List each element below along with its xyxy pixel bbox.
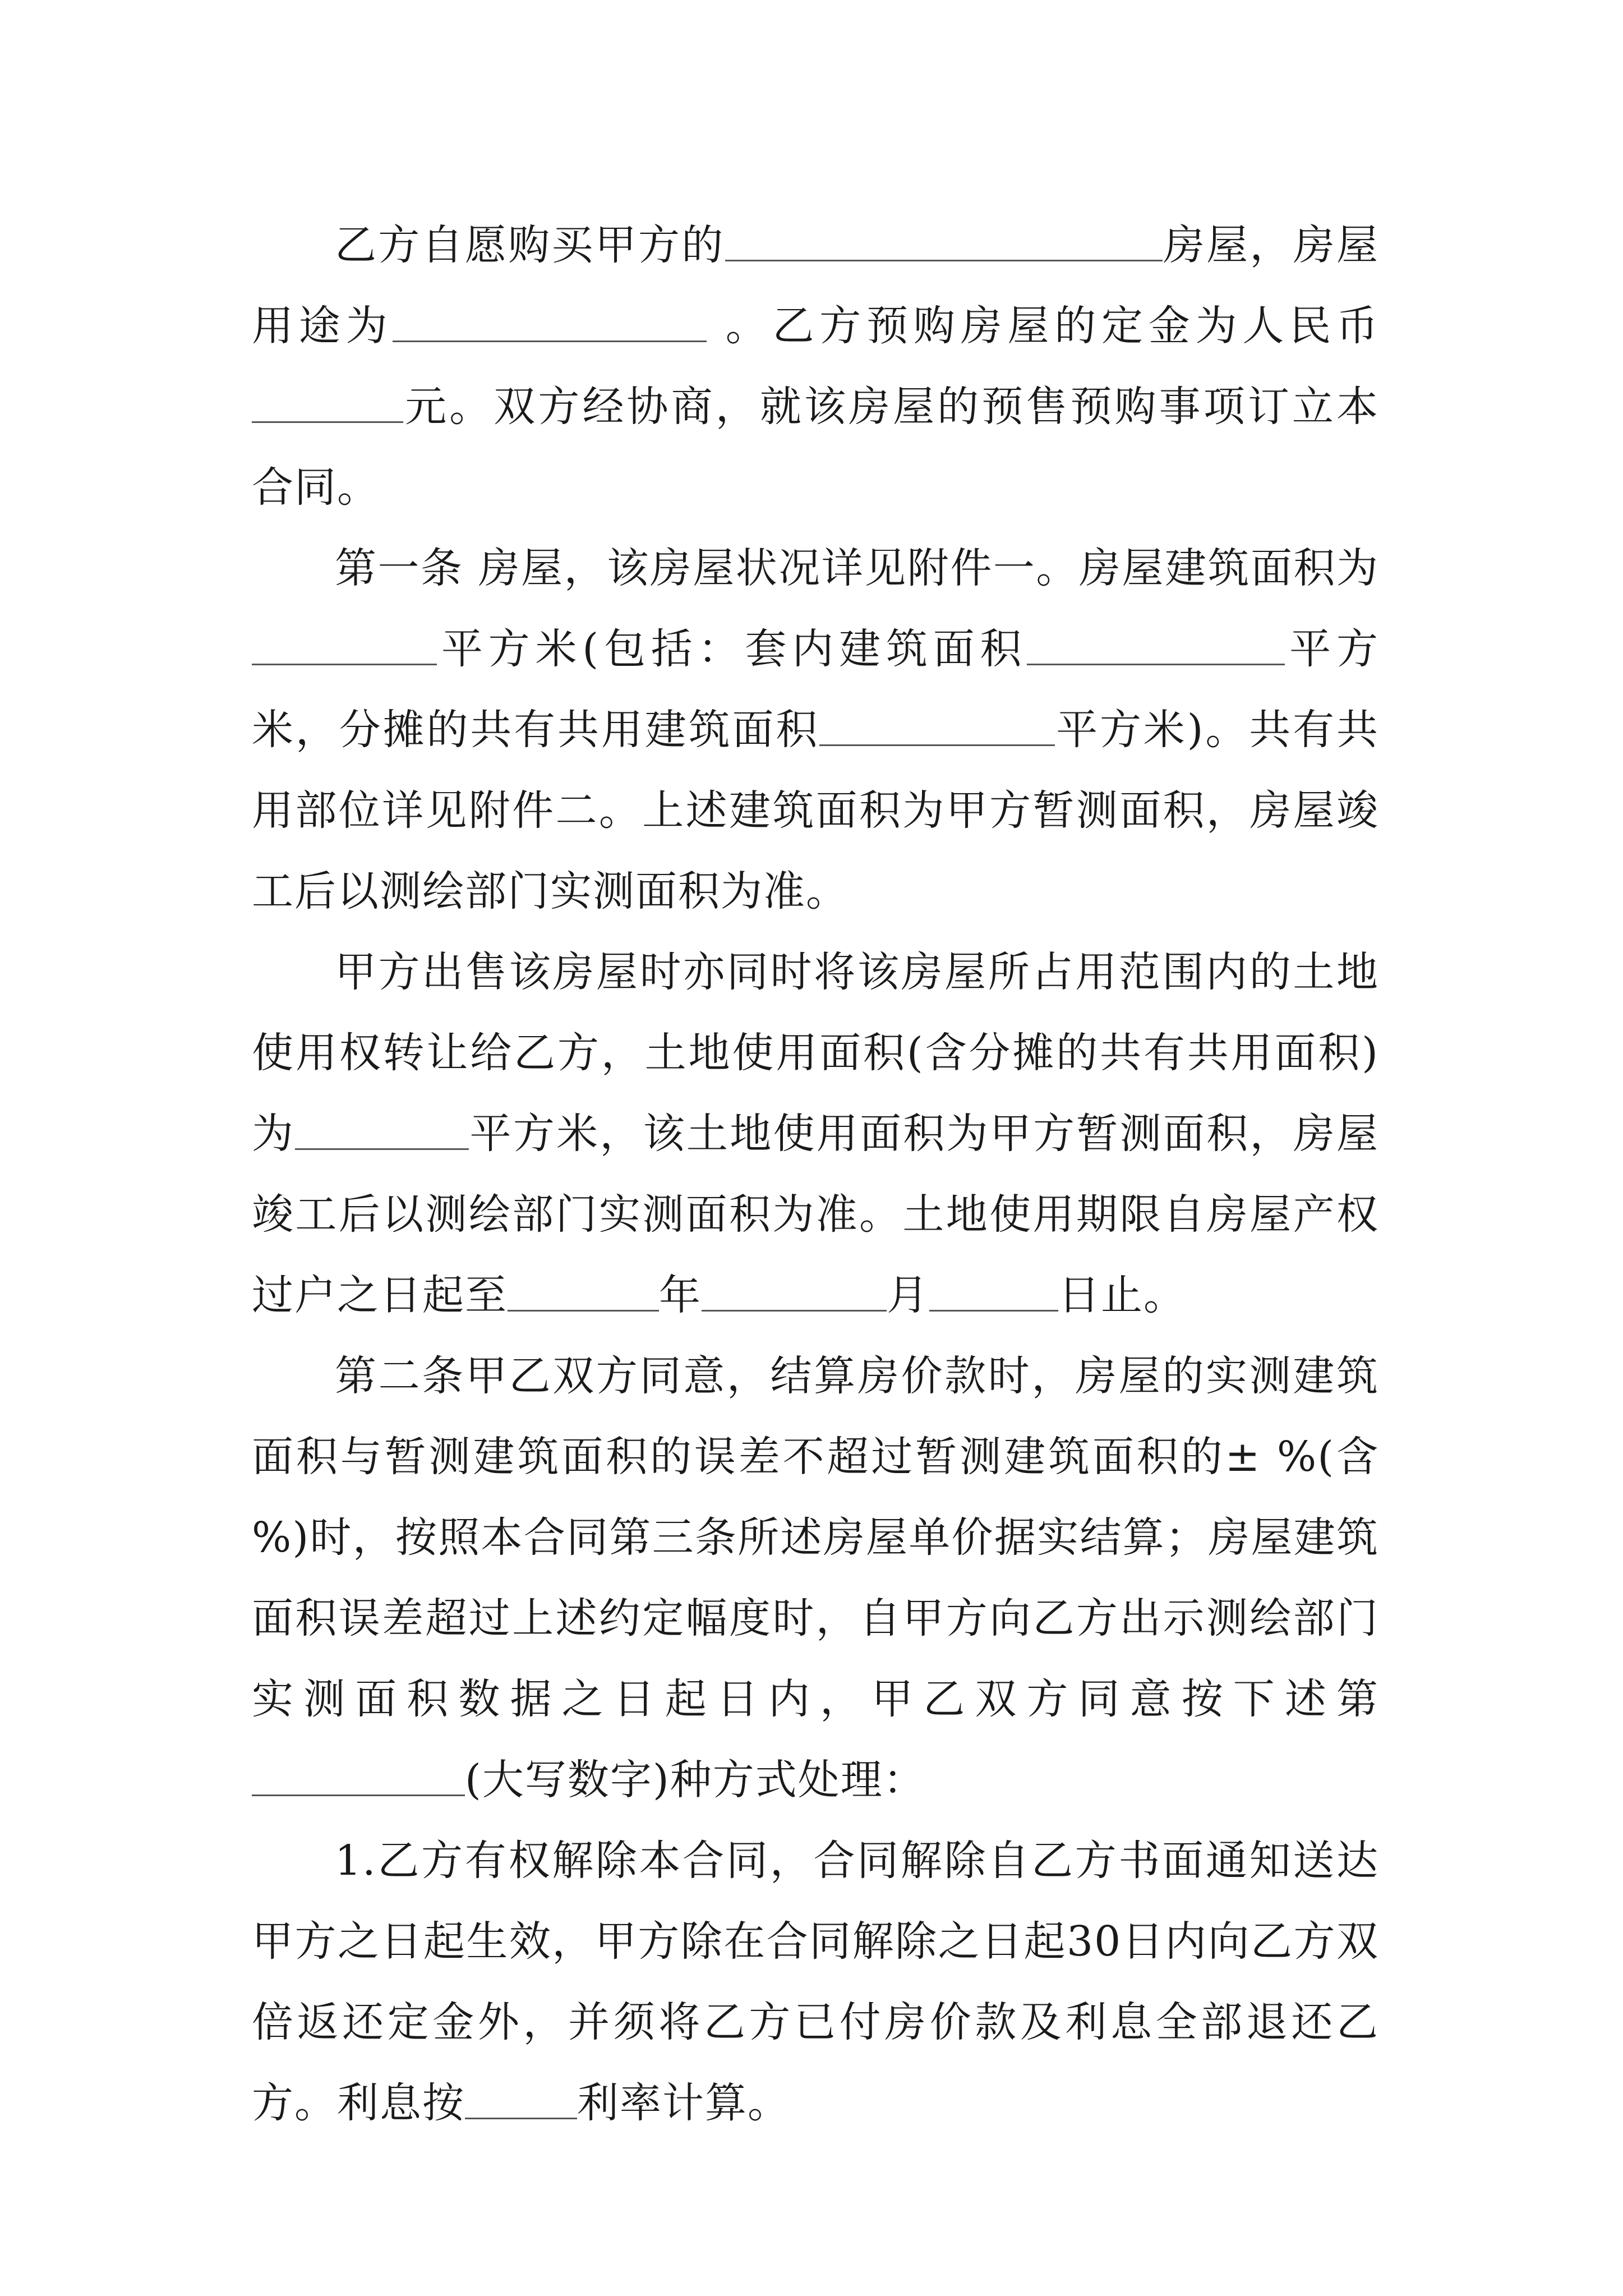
fill-in-blank[interactable] [819, 705, 1055, 746]
paragraph-text: 房屋，房屋用途为 [252, 221, 1380, 350]
fill-in-blank[interactable] [295, 1108, 469, 1149]
paragraph-text: 月 [887, 1271, 929, 1319]
paragraph-text: 平方米)。共有共用部位详见附件二。上述建筑面积为甲方暂测面积，房屋竣工后以测绘部门实测面积为准。 [252, 706, 1379, 915]
fill-in-blank[interactable] [252, 381, 403, 422]
fill-in-blank[interactable] [465, 2078, 577, 2119]
paragraph-text: 平方米，该土地使用面积为甲方暂测面积，房屋竣工后以测绘部门实测面积为准。土地使用期限自房屋产权过户之日起至 [252, 1110, 1380, 1319]
paragraph-text: 利率计算。 [577, 2079, 790, 2127]
fill-in-blank[interactable] [1027, 624, 1285, 665]
paragraph-text: 。乙方预购房屋的定金为人民币 [707, 302, 1380, 350]
paragraph-text: 平方米，分摊的共有共用建筑面积 [252, 625, 1379, 754]
paragraph-text: 甲方出售该房屋时亦同时将该房屋所占用范围内的土地使用权转让给乙方，土地使用面积(含分摊的共有共用面积)为 [252, 948, 1379, 1158]
contract-paragraph [252, 1820, 1379, 2143]
fill-in-blank[interactable] [929, 1270, 1058, 1311]
fill-in-blank[interactable] [702, 1270, 887, 1311]
paragraph-text: 1.乙方有权解除本合同，合同解除自乙方书面通知送达甲方之日起生效，甲方除在合同解除之日起30日内向乙方双倍返还定金外，并须将乙方已付房价款及利息全部退还乙方。利息按 [252, 1837, 1379, 2127]
contract-body [252, 205, 1379, 2143]
paragraph-text: 第二条甲乙双方同意，结算房价款时，房屋的实测建筑面积与暂测建筑面积的误差不超过暂测建筑面积的± %(含 %)时，按照本合同第三条所述房屋单价据实结算；房屋建筑面积误差超过上述约定幅度时，自甲方向乙方出示测绘部门实测面积数据之日起日内，甲乙双方同意按下述第 [252, 1352, 1379, 1723]
paragraph-text: 年 [659, 1271, 702, 1319]
paragraph-text: 日止。 [1058, 1271, 1186, 1319]
fill-in-blank[interactable] [252, 1755, 465, 1796]
contract-paragraph [252, 1336, 1379, 1820]
paragraph-text: 元。双方经协商，就该房屋的预售预购事项订立本合同。 [252, 383, 1379, 512]
paragraph-text: 第一条 房屋，该房屋状况详见附件一。房屋建筑面积为 [335, 544, 1379, 592]
fill-in-blank[interactable] [252, 624, 437, 665]
contract-paragraph [252, 932, 1379, 1336]
fill-in-blank[interactable] [725, 220, 1163, 261]
paragraph-text: 乙方自愿购买甲方的 [335, 221, 725, 269]
contract-paragraph [252, 528, 1379, 932]
fill-in-blank[interactable] [393, 301, 707, 342]
paragraph-text: (大写数字)种方式处理： [465, 1756, 926, 1804]
paragraph-text: 平方米(包括：套内建筑面积 [437, 625, 1027, 673]
contract-paragraph [252, 205, 1379, 528]
fill-in-blank[interactable] [508, 1270, 659, 1311]
